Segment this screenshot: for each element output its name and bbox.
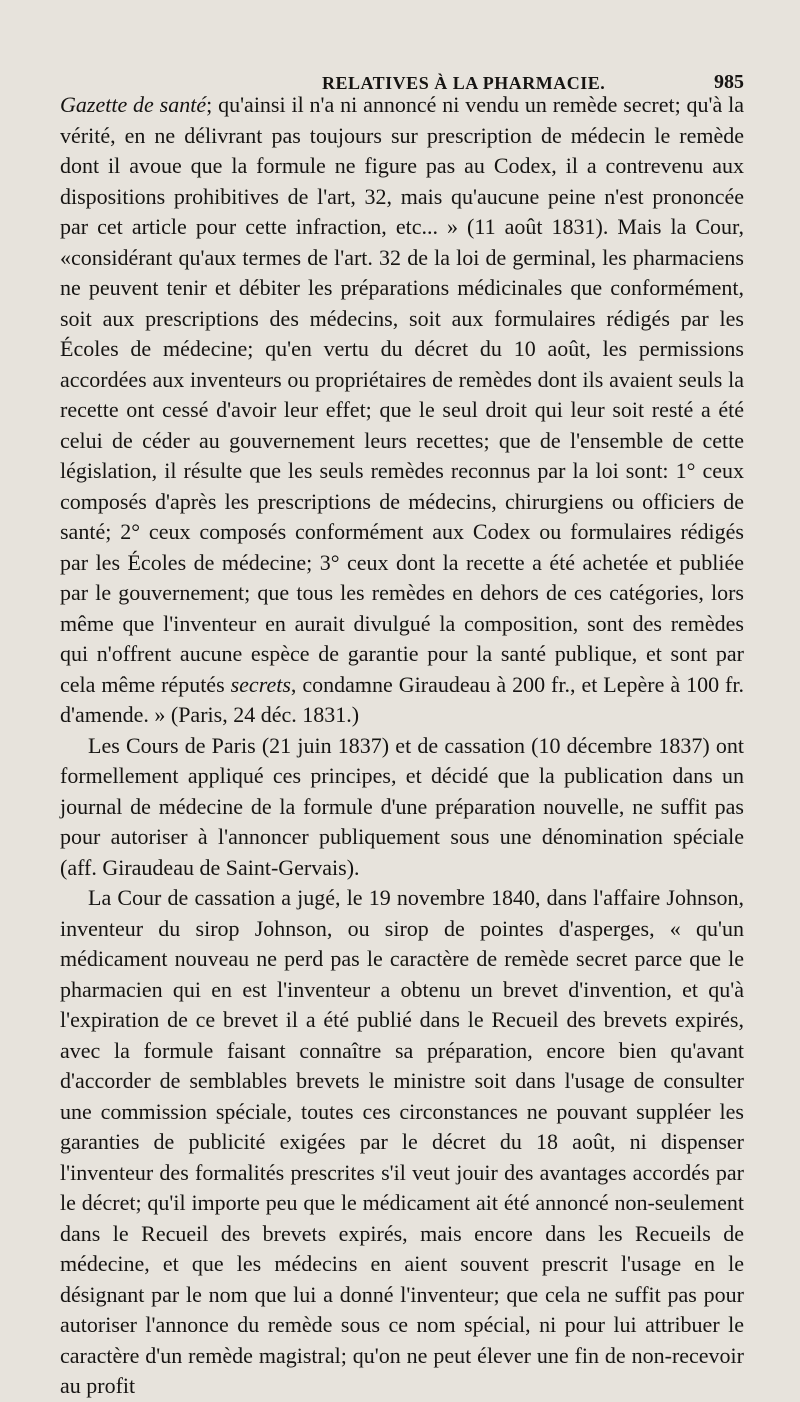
paragraph-1-text: ; qu'ainsi il n'a ni annoncé ni vendu un remède secret; qu'à la vérité, en ne délivrant pas toujours sur prescription de médecin le remède dont il avoue que la formule ne figure pas au Codex, il a contrevenu aux dispositions prohibitives de l'art, 32, mais qu'aucune peine n'est prononcée par cet article pour cette infraction, etc... » (11 août 1831). Mais la Cour, «considérant qu'aux termes de l'art. 32 de la loi de germinal, les pharmaciens ne peuvent tenir et débiter les préparations médicinales que conformément, soit aux prescriptions des médecins, soit aux formulaires rédigés par les Écoles de médecine; qu'en vertu du décret du 10 août, les permissions accordées aux inventeurs ou propriétaires de remèdes dont ils avaient seuls la recette ont cessé d'avoir leur effet; que le seul droit qui leur soit resté a été celui de céder au gouvernement leurs recettes; que de l'ensemble de cette législation, il résulte que les seuls remèdes reconnus par la loi sont: 1° ceux composés d'après les prescriptions de médecins, chirurgiens ou officiers de santé; 2° ceux composés conformément aux Codex ou formulaires rédigés par les Écoles de médecine; 3° ceux dont la recette a été achetée et publiée par le gouvernement; que tous les remèdes en dehors de ces catégories, lors même que l'inventeur en aurait divulgué la composition, sont des remèdes qui n'offrent aucune espèce de garantie pour la santé publique, et sont par cela même réputés — [60, 92, 745, 697]
body-text — [60, 90, 744, 1402]
paragraph-1 — [60, 90, 744, 731]
italic-term-secrets: secrets — [230, 671, 291, 697]
page-header — [60, 0, 744, 93]
paragraph-2: Les Cours de Paris (21 juin 1837) et de cassation (10 décembre 1837) ont formellement appliqué ces principes, et décidé que la publication dans un journal de médecine de la formule d'une préparation nouvelle, ne suffit pas pour autoriser à l'annoncer publiquement sous une dénomination spéciale (aff. Giraudeau de Saint-Gervais). — [60, 732, 744, 880]
running-title: RELATIVES À LA PHARMACIE. — [322, 73, 606, 93]
paragraph-1-end: , condamne Giraudeau à 200 fr., et Lepère à 100 fr. d'amende. » (Paris, 24 déc. 1831.) — [60, 671, 744, 727]
page-number: 985 — [714, 71, 744, 93]
paragraph-3: La Cour de cassation a jugé, le 19 novembre 1840, dans l'affaire Johnson, inventeur du sirop Johnson, ou sirop de pointes d'asperges, « qu'un médicament nouveau ne perd pas le caractère de remède secret parce que le pharmacien qui en est l'inventeur a obtenu un brevet d'invention, et qu'à l'expiration de ce brevet il a été publié dans le Recueil des brevets expirés, avec la formule faisant connaître sa préparation, encore bien qu'avant d'accorder de semblables brevets le ministre soit dans l'usage de consulter une commission spéciale, toutes ces circonstances ne pouvant suppléer les garanties de publicité exigées par le décret du 18 août, ni dispenser l'inventeur des formalités prescrites s'il veut jouir des avantages accordés par le décret; qu'il importe peu que le médicament ait été annoncé non-seulement dans le Recueil des brevets expirés, mais encore dans les Recueils de médecine, et que les médecins en aient souvent prescrit l'usage en le désignant par le nom que lui a donné l'inventeur; que cela ne suffit pas pour autoriser l'annonce du remède sous ce nom spécial, ni pour lui attribuer le caractère d'un remède magistral; qu'on ne peut élever une fin de non-recevoir au profit — [60, 885, 744, 1398]
journal-title: Gazette de santé — [60, 92, 207, 117]
